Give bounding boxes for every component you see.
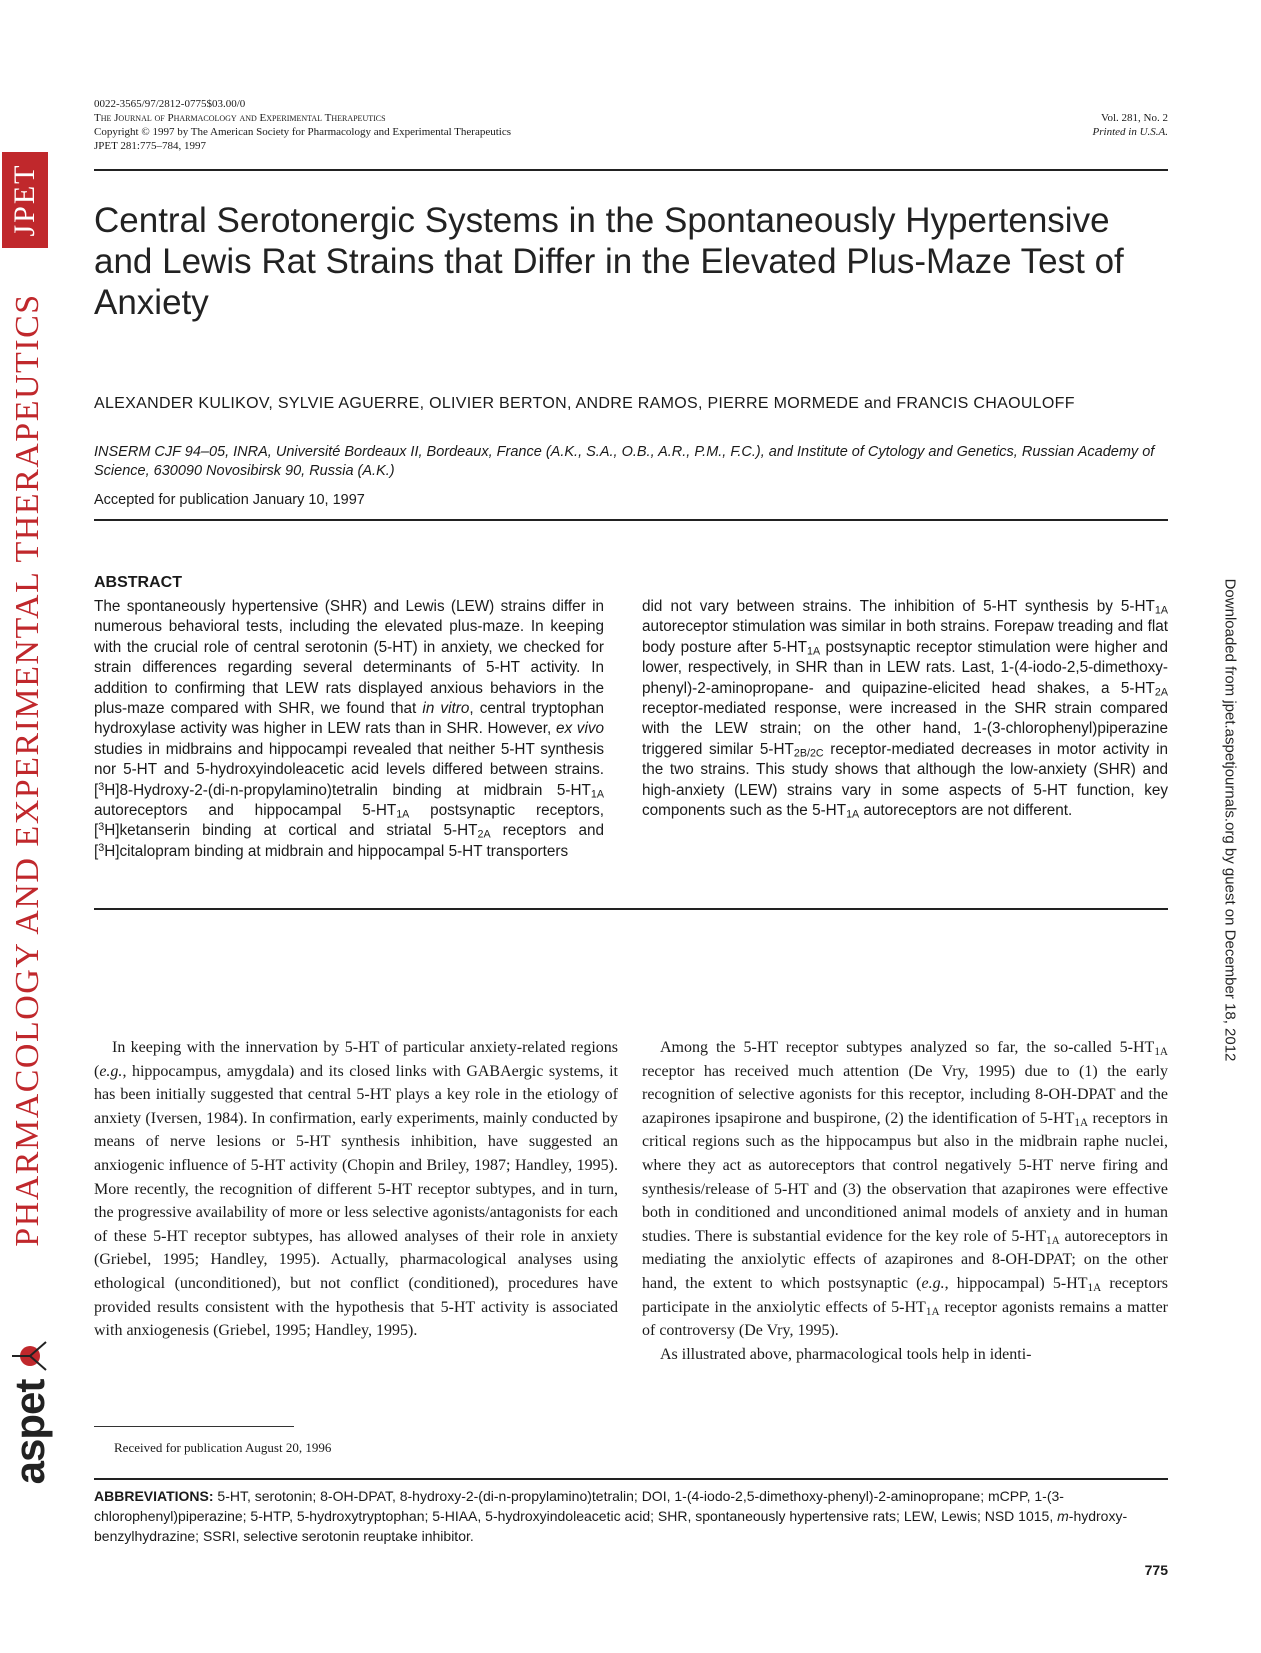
article-title: Central Serotonergic Systems in the Spontaneously Hypertensive and Lewis Rat Strains that Differ in the Elevated Plus-Maze Test of Anxiety (94, 201, 1124, 322)
abbreviations: ABBREVIATIONS: 5-HT, serotonin; 8-OH-DPAT, 8-hydroxy-2-(di-n-propylamino)tetralin; DOI, 1-(4-iodo-2,5-dimethoxy-phenyl)-2-aminopropane; mCPP, 1-(3-chlorophenyl)piperazine; 5-HTP, 5-hydroxytryptophan; 5-HIAA, 5-hydroxyindoleacetic acid; SHR, spontaneously hypertensive rats; LEW, Lewis; NSD 1015, m-hydroxy-benzylhydrazine; SSRI, selective serotonin reuptake inhibitor. (94, 1488, 1128, 1544)
abstract-bottom-rule (94, 908, 1168, 910)
accepted-date: Accepted for publication January 10, 1997 (94, 492, 365, 508)
body-left-column (94, 1036, 618, 1343)
aspet-molecule-icon (6, 1336, 54, 1376)
aspet-logo (4, 1340, 52, 1500)
body-paragraph: In keeping with the innervation by 5-HT of particular anxiety-related regions (e.g., hippocampus, amygdala) and its closed links with GABAergic systems, it has been initially suggested that central 5-HT plays a key role in the etiology of anxiety (Iversen, 1984). In confirmation, early experiments, mainly conducted by means of nerve lesions or 5-HT synthesis inhibition, have suggested an anxiogenic influence of 5-HT activity (Chopin and Briley, 1987; Handley, 1995). More recently, the recognition of different 5-HT receptor subtypes, and in turn, the progressive availability of more or less selective agonists/antagonists for each of these 5-HT receptor subtypes, has allowed analyses of their role in anxiety (Griebel, 1995; Handley, 1995). Actually, pharmacological analyses using ethological (unconditioned), but not conflict (conditioned), procedures have provided results consistent with the hypothesis that 5-HT activity is associated with anxiogenesis (Griebel, 1995; Handley, 1995). (94, 1039, 618, 1340)
authors: ALEXANDER KULIKOV, SYLVIE AGUERRE, OLIVIER BERTON, ANDRE RAMOS, PIERRE MORMEDE and FRANCIS CHAOULOFF (94, 395, 1075, 412)
download-note: Downloaded from jpet.aspetjournals.org by guest on December 18, 2012 (1221, 578, 1239, 1062)
journal-title: The Journal of Pharmacology and Experimental Therapeutics (94, 112, 386, 124)
page-number: 775 (1144, 1562, 1168, 1578)
abstract-left-column: The spontaneously hypertensive (SHR) and Lewis (LEW) strains differ in numerous behavioral tests, including the elevated plus-maze. In keeping with the crucial role of central serotonin (5-HT) in anxiety, we checked for strain differences regarding several determinants of 5-HT activity. In addition to confirming that LEW rats displayed anxious behaviors in the plus-maze compared with SHR, we found that in vitro, central tryptophan hydroxylase activity was higher in LEW rats than in SHR. However, ex vivo studies in midbrains and hippocampi revealed that neither 5-HT synthesis nor 5-HT and 5-hydroxyindoleacetic acid levels differed between strains. [$^3$H]8-Hydroxy-2-(di-n-propylamino)tetralin binding at midbrain $5-HT_{1A}$ autoreceptors and hippocampal $5-HT_{1A}$ postsynaptic receptors, [$^3$H]ketanserin binding at cortical and striatal $5-HT_{2A}$ receptors and [$^3$H]citalopram binding at midbrain and hippocampal 5-HT transporters (94, 598, 605, 860)
abbreviations-rule (94, 1478, 1168, 1480)
jpet-badge-text: JPET (8, 163, 41, 237)
footnote-rule (94, 1426, 294, 1427)
printed-in: Printed in U.S.A. (1092, 126, 1168, 138)
copyright: Copyright © 1997 by The American Society for Pharmacology and Experimental Therapeutics (94, 126, 511, 138)
article-code: 0022-3565/97/2812-0775$03.00/0 (94, 98, 246, 110)
jpet-badge (2, 152, 48, 248)
abstract-heading: ABSTRACT (94, 574, 182, 591)
affiliation: INSERM CJF 94–05, INRA, Université Bordeaux II, Bordeaux, France (A.K., S.A., O.B., A.R., P.M., F.C.), and Institute of Cytology and Genetics, Russian Academy of Science, 630090 Novosibirsk 90, Russia (A.K.) (94, 444, 1155, 479)
body-paragraph: As illustrated above, pharmacological tools help in identi- (660, 1345, 1032, 1363)
volume: Vol. 281, No. 2 (1100, 112, 1168, 124)
journal-sidebar (0, 0, 60, 1653)
journal-header (94, 97, 1168, 153)
abstract-top-rule (94, 519, 1168, 521)
journal-name-vertical: PHARMACOLOGY AND EXPERIMENTAL THERAPEUTICS (9, 293, 46, 1247)
body-right-column (642, 1036, 1168, 1366)
header-rule (94, 169, 1168, 171)
footnote: Received for publication August 20, 1996 (114, 1440, 332, 1455)
abstract-right-column: did not vary between strains. The inhibition of 5-HT synthesis by $5-HT_{1A}$ autoreceptor stimulation was similar in both strains. Forepaw treading and flat body posture after $5-HT_{1A}$ postsynaptic receptor stimulation were higher and lower, respectively, in SHR than in LEW rats. Last, 1-(4-iodo-2,5-dimethoxy-phenyl)-2-aminopropane- and quipazine-elicited head shakes, a $5-HT_{2A}$ receptor-mediated response, were increased in the SHR strain compared with the LEW strain; on the other hand, 1-(3-chlorophenyl)piperazine triggered similar $5-HT_{2B/2C}$ receptor-mediated decreases in motor activity in the two strains. This study shows that although the low-anxiety (SHR) and high-anxiety (LEW) strains vary in some aspects of 5-HT function, key components such as the $5-HT_{1A}$ autoreceptors are not different. (642, 598, 1168, 821)
citation: JPET 281:775–784, 1997 (94, 140, 206, 152)
aspet-logo-text: aspet (6, 1379, 53, 1485)
body-paragraph: Among the 5-HT receptor subtypes analyzed so far, the so-called $5-HT_{1A}$ receptor has received much attention (De Vry, 1995) due to (1) the early recognition of selective agonists for this receptor, including 8-OH-DPAT and the azapirones ipsapirone and buspirone, (2) the identification of $5-HT_{1A}$ receptors in critical regions such as the hippocampus but also in the midbrain raphe nuclei, where they act as autoreceptors that control negatively 5-HT nerve firing and synthesis/release of 5-HT and (3) the observation that azapirones were effective both in conditioned and unconditioned animal models of anxiety and in human studies. There is substantial evidence for the key role of $5-HT_{1A}$ autoreceptors in mediating the anxiolytic effects of azapirones and 8-OH-DPAT; on the other hand, the extent to which postsynaptic (e.g., hippocampal) $5-HT_{1A}$ receptors participate in the anxiolytic effects of $5-HT_{1A}$ receptor agonists remains a matter of controversy (De Vry, 1995). (642, 1039, 1169, 1340)
